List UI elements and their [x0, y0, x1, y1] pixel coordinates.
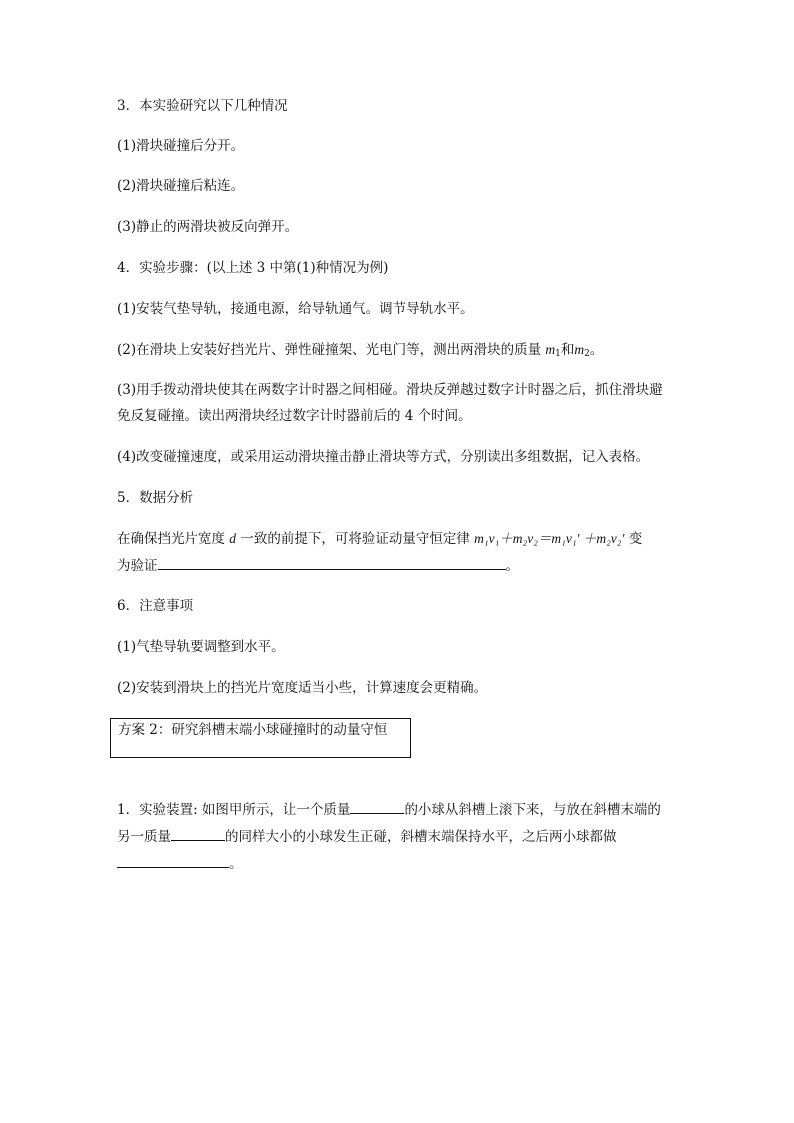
setup-text: 1．实验装置: 如图甲所示，让一个质量 [117, 802, 351, 818]
momentum-equation: m₁v₁＋m₂v₂＝m₁v₁′ ＋m₂v₂′ [474, 531, 625, 546]
step-1: (1)安装气垫导轨，接通电源，给导轨通气。调节导轨水平。 [117, 301, 474, 317]
note-2: (2)安装到滑块上的挡光片宽度适当小些，计算速度会更精确。 [117, 680, 488, 696]
answer-blank[interactable] [117, 853, 229, 868]
setup-line-3-end: 。 [229, 856, 243, 872]
step-2-end: 。 [589, 342, 604, 358]
case-1: (1)滑块碰撞后分开。 [117, 138, 245, 154]
answer-blank[interactable] [350, 799, 404, 814]
case-2: (2)滑块碰撞后粘连。 [117, 178, 245, 194]
analysis-text-mid: 一致的前提下，可将验证动量守恒定律 [236, 531, 475, 547]
width-symbol: d [229, 531, 237, 546]
section-3-heading: 3．本实验研究以下几种情况 [117, 98, 288, 114]
analysis-line-2-text: 为验证 [117, 558, 158, 574]
setup-line-1 [117, 799, 661, 820]
note-1: (1)气垫导轨要调整到水平。 [117, 639, 285, 655]
analysis-text-end: 变 [624, 531, 643, 547]
setup-text-4: 的同样大小的小球发生正碰，斜槽末端保持水平，之后两小球都做 [225, 829, 617, 845]
subscript: 2 [584, 349, 590, 359]
section-6-heading: 6．注意事项 [117, 598, 194, 614]
analysis-line-1 [117, 529, 642, 549]
step-2-and: 和 [560, 342, 575, 358]
analysis-line-2 [117, 555, 519, 576]
mass-symbol: m [545, 342, 556, 357]
case-3: (3)静止的两滑块被反向弹开。 [117, 219, 299, 235]
step-3-line-1: (3)用手拨动滑块使其在两数字计时器之间相碰。滑块反弹越过数字计时器之后，抓住滑块避 [117, 382, 663, 398]
setup-line-2 [117, 826, 617, 847]
scheme-2-box [110, 718, 411, 758]
answer-blank[interactable] [171, 826, 225, 841]
step-2 [117, 340, 603, 360]
step-3-line-2: 免反复碰撞。读出两滑块经过数字计时器前后的 4 个时间。 [117, 408, 472, 424]
analysis-text: 在确保挡光片宽度 [117, 531, 230, 547]
step-2-text: (2)在滑块上安装好挡光片、弹性碰撞架、光电门等，测出两滑块的质量 [117, 342, 546, 358]
answer-blank[interactable] [158, 555, 506, 570]
mass-symbol: m [574, 342, 585, 357]
analysis-line-2-end: 。 [505, 558, 519, 574]
setup-text-2: 的小球从斜槽上滚下来，与放在斜槽末端的 [404, 802, 661, 818]
section-5-heading: 5．数据分析 [117, 490, 194, 506]
setup-text-3: 另一质量 [117, 829, 171, 845]
scheme-2-title: 方案 2：研究斜槽末端小球碰撞时的动量守恒 [118, 722, 388, 738]
setup-line-3 [117, 853, 243, 874]
section-4-heading: 4．实验步骤：(以上述 3 中第(1)种情况为例) [117, 260, 389, 276]
subscript: 1 [555, 349, 561, 359]
step-4: (4)改变碰撞速度，或采用运动滑块撞击静止滑块等方式，分别读出多组数据，记入表格。 [117, 449, 650, 465]
